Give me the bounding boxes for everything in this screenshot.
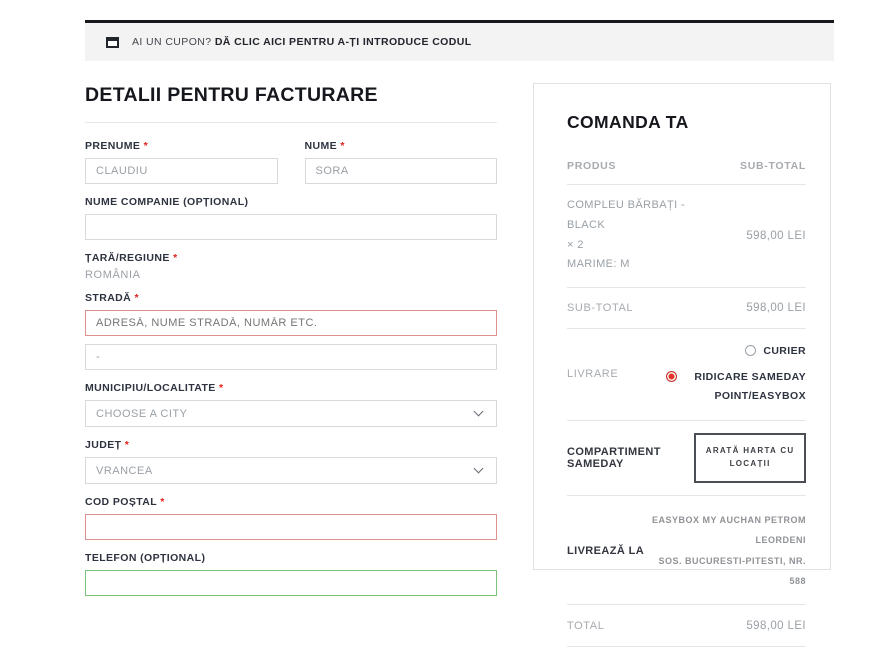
radio-checked-icon[interactable] [666,371,677,382]
address-line: 588 [789,575,806,586]
judet-selected-value: VRANCEA [96,464,153,477]
coupon-toggle-link[interactable]: DĂ CLIC AICI PENTRU A-ȚI INTRODUCE CODUL [214,36,472,48]
coupon-notice [85,23,834,61]
deliver-to-label: LIVREAZĂ LA [567,544,645,557]
product-description [567,196,685,275]
order-summary [533,83,831,633]
shipping-option-label: CURIER [763,345,806,358]
cod-postal-label: COD POȘTAL * [85,496,165,508]
coupon-question [132,36,472,48]
nume-label: NUME * [304,140,345,152]
shipping-option-label: RIDICARE SAMEDAY POINT/EASYBOX [694,370,806,403]
prenume-input[interactable] [85,158,278,184]
divider [85,122,497,123]
strada-input[interactable] [85,310,497,336]
order-product-row [567,185,806,288]
compartment-row [567,421,806,496]
field-telefon [85,552,497,596]
companie-input[interactable] [85,214,497,240]
coupon-checkbox-icon [106,37,119,48]
companie-label: NUME COMPANIE (OPȚIONAL) [85,196,249,208]
shipping-row [567,329,806,421]
required-marker: * [160,496,165,508]
coupon-question-text: AI UN CUPON? [132,36,212,48]
field-municipiu [85,382,497,427]
telefon-label: TELEFON (OPȚIONAL) [85,552,206,564]
address-line: SOS. BUCURESTI-PITESTI, NR. [658,555,806,566]
product-size: MARIME: M [567,258,630,271]
field-judet [85,439,497,484]
required-marker: * [124,439,130,451]
prenume-label: PRENUME * [85,140,149,152]
total-row [567,605,806,647]
billing-form [85,84,497,608]
col-produs: PRODUS [567,160,617,172]
required-marker: * [340,140,345,152]
field-companie [85,196,497,240]
product-qty: × 2 [567,238,584,251]
required-marker: * [173,252,178,264]
total-label: TOTAL [567,620,605,633]
tara-label: ȚARĂ/REGIUNE * [85,252,178,264]
address-line: EASYBOX MY AUCHAN PETROM [651,515,806,526]
required-marker: * [134,292,139,304]
shipping-options [666,342,806,406]
municipiu-selected-value: CHOOSE A CITY [96,407,188,420]
field-prenume [85,140,278,184]
coupon-banner [85,20,834,61]
product-name-line: BLACK [567,218,606,231]
order-title: COMANDA TA [567,112,689,132]
chevron-down-icon [474,464,484,474]
telefon-input[interactable] [85,570,497,596]
tara-value: ROMÂNIA [85,269,141,281]
strada-line2-input[interactable] [85,344,497,370]
address-line: LEORDENI [755,535,806,546]
order-table-header [567,160,806,185]
required-marker: * [219,382,224,394]
judet-label: JUDEȚ * [85,439,130,451]
strada-label: STRADĂ * [85,292,139,304]
chevron-down-icon [474,407,484,417]
delivery-address [652,510,806,591]
subtotal-value: 598,00 LEI [746,302,806,315]
required-marker: * [143,140,149,152]
show-map-button[interactable]: ARATĂ HARTA CU LOCAȚII [694,433,806,483]
municipiu-label: MUNICIPIU/LOCALITATE * [85,382,224,394]
deliver-to-row [567,496,806,605]
field-strada [85,292,497,370]
judet-select[interactable] [85,457,497,484]
field-tara [85,252,497,281]
subtotal-row [567,288,806,329]
subtotal-label: SUB-TOTAL [567,302,634,315]
col-subtotal: SUB-TOTAL [740,160,806,172]
municipiu-select[interactable] [85,400,497,427]
cod-postal-input[interactable] [85,514,497,540]
compartment-label: COMPARTIMENT SAMEDAY [567,446,661,471]
total-value: 598,00 LEI [746,620,806,633]
shipping-option-curier[interactable] [745,342,806,361]
nume-input[interactable] [305,158,498,184]
product-name-line: COMPLEU BĂRBAȚI - [567,199,686,211]
page-title: DETALII PENTRU FACTURARE [85,84,378,106]
shipping-option-sameday[interactable] [666,368,806,407]
product-price: 598,00 LEI [746,229,806,242]
shipping-label: LIVRARE [567,368,619,381]
radio-unchecked-icon[interactable] [745,345,756,356]
field-nume [305,140,498,184]
field-cod-postal [85,496,497,540]
